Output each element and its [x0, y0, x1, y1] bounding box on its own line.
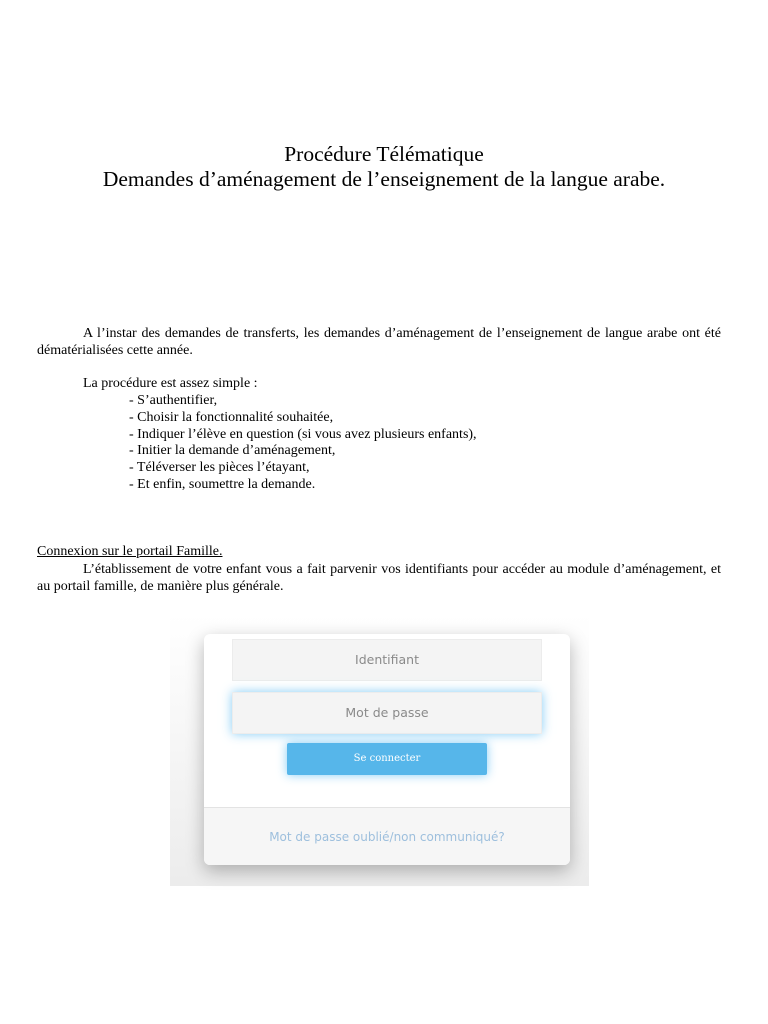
section-paragraph: L’établissement de votre enfant vous a fait parvenir vos identifiants pour accéder au module d’aménagement, et au portail famille, de manière plus générale. — [37, 562, 721, 594]
procedure-steps — [129, 393, 477, 494]
step-choose-feature: - Choisir la fonctionnalité souhaitée, — [129, 409, 334, 425]
password-field[interactable]: Mot de passe — [232, 692, 542, 734]
connect-button[interactable]: Se connecter — [287, 743, 487, 775]
login-card-footer — [204, 807, 570, 865]
title-line-2: Demandes d’aménagement de l’enseignement de la langue arabe. — [102, 167, 666, 191]
step-select-student: - Indiquer l’élève en question (si vous avez plusieurs enfants), — [129, 426, 477, 442]
login-screenshot — [170, 614, 589, 886]
step-authenticate: - S’authentifier, — [129, 393, 218, 408]
step-submit-request: - Et enfin, soumettre la demande. — [129, 476, 316, 492]
login-field[interactable]: Identifiant — [232, 639, 542, 681]
title-line-1: Procédure Télématique — [284, 142, 484, 166]
forgot-password-link[interactable]: Mot de passe oublié/non communiqué? — [269, 830, 505, 844]
login-card — [204, 634, 570, 865]
intro-paragraph: A l’instar des demandes de transferts, les demandes d’aménagement de l’enseignement de langue arabe ont été dématérialisées cette année. — [37, 326, 721, 358]
step-upload-documents: - Téléverser les pièces l’étayant, — [129, 460, 310, 476]
procedure-label: La procédure est assez simple : — [83, 376, 258, 391]
document-title — [0, 142, 768, 192]
section-heading: Connexion sur le portail Famille. — [37, 544, 223, 559]
step-initiate-request: - Initier la demande d’aménagement, — [129, 443, 336, 459]
